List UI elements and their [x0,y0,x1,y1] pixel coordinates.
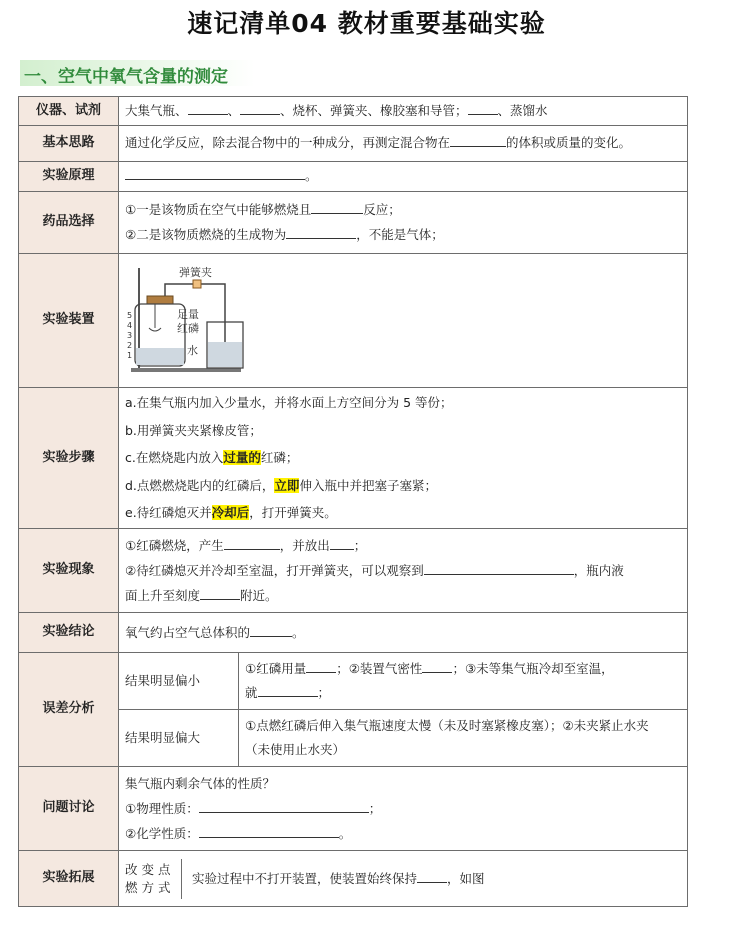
section-title: 一、空气中氧气含量的测定 [24,67,228,87]
row-label: 问题讨论 [19,767,119,851]
row-discussion: 问题讨论 集气瓶内剩余气体的性质？ ①物理性质： ； ②化学性质： 。 [19,767,688,851]
svg-text:4: 4 [127,321,133,330]
row-label: 实验现象 [19,529,119,613]
svg-text:2: 2 [127,341,133,350]
row-error: 误差分析 结果明显偏小 ①红磷用量 ；②装置气密性 ；③未等集气瓶冷却至室温， 就 ； 结果明显偏大 ①点燃红磷后伸入集气瓶速度太慢（未及时塞紧橡皮塞）；②未夹紧止水夹 （未使用止水夹） [19,653,688,767]
svg-text:5: 5 [127,311,133,320]
apparatus-diagram [125,258,255,378]
row-principle: 实验原理 。 [19,162,688,192]
row-conclusion: 实验结论 氧气约占空气总体积的 。 [19,613,688,653]
row-label: 实验步骤 [19,388,119,529]
phosphorus-label-1: 足量 [177,308,199,321]
section-heading [20,60,255,86]
svg-text:3: 3 [127,331,133,340]
row-steps: 实验步骤 a.在集气瓶内加入少量水，并将水面上方空间分为 5 等份； b.用弹簧夹夹紧橡皮管； c.在燃烧匙内放入过量的红磷； d.点燃燃烧匙内的红磷后，立即伸入瓶中并把塞子塞紧； e.待红磷熄灭并冷却后，打开弹簧夹。 [19,388,688,529]
row-label: 误差分析 [19,653,119,767]
row-label: 实验结论 [19,613,119,653]
svg-text:1: 1 [127,351,133,360]
row-idea: 基本思路 通过化学反应，除去混合物中的一种成分，再测定混合物在 的体积或质量的变化。 [19,126,688,162]
phosphorus-label-2: 红磷 [177,322,199,335]
row-reagent: 药品选择 ①一是该物质在空气中能够燃烧且 反应； ②二是该物质燃烧的生成物为 ，不能是气体； [19,192,688,254]
row-label: 药品选择 [19,192,119,254]
row-label: 仪器、试剂 [19,97,119,126]
row-label: 实验原理 [19,162,119,192]
row-extension: 实验拓展 改变点燃方式 实验过程中不打开装置，使装置始终保持 ，如图 [19,851,688,907]
page-title: 速记清单04 教材重要基础实验 [187,9,546,38]
water-label: 水 [187,344,198,357]
row-label: 基本思路 [19,126,119,162]
row-label: 实验拓展 [19,851,119,907]
row-instruments: 仪器、试剂 大集气瓶、 、 、烧杯、弹簧夹、橡胶塞和导管； 、蒸馏水 [19,97,688,126]
clip-label: 弹簧夹 [179,266,212,279]
row-apparatus [19,254,688,388]
row-label: 实验装置 [19,254,119,388]
row-phenomena: 实验现象 ①红磷燃烧，产生 ，并放出 ； ②待红磷熄灭并冷却至室温，打开弹簧夹，可以观察到 ，瓶内液 面上升至刻度 附近。 [19,529,688,613]
experiment-table [18,96,688,907]
